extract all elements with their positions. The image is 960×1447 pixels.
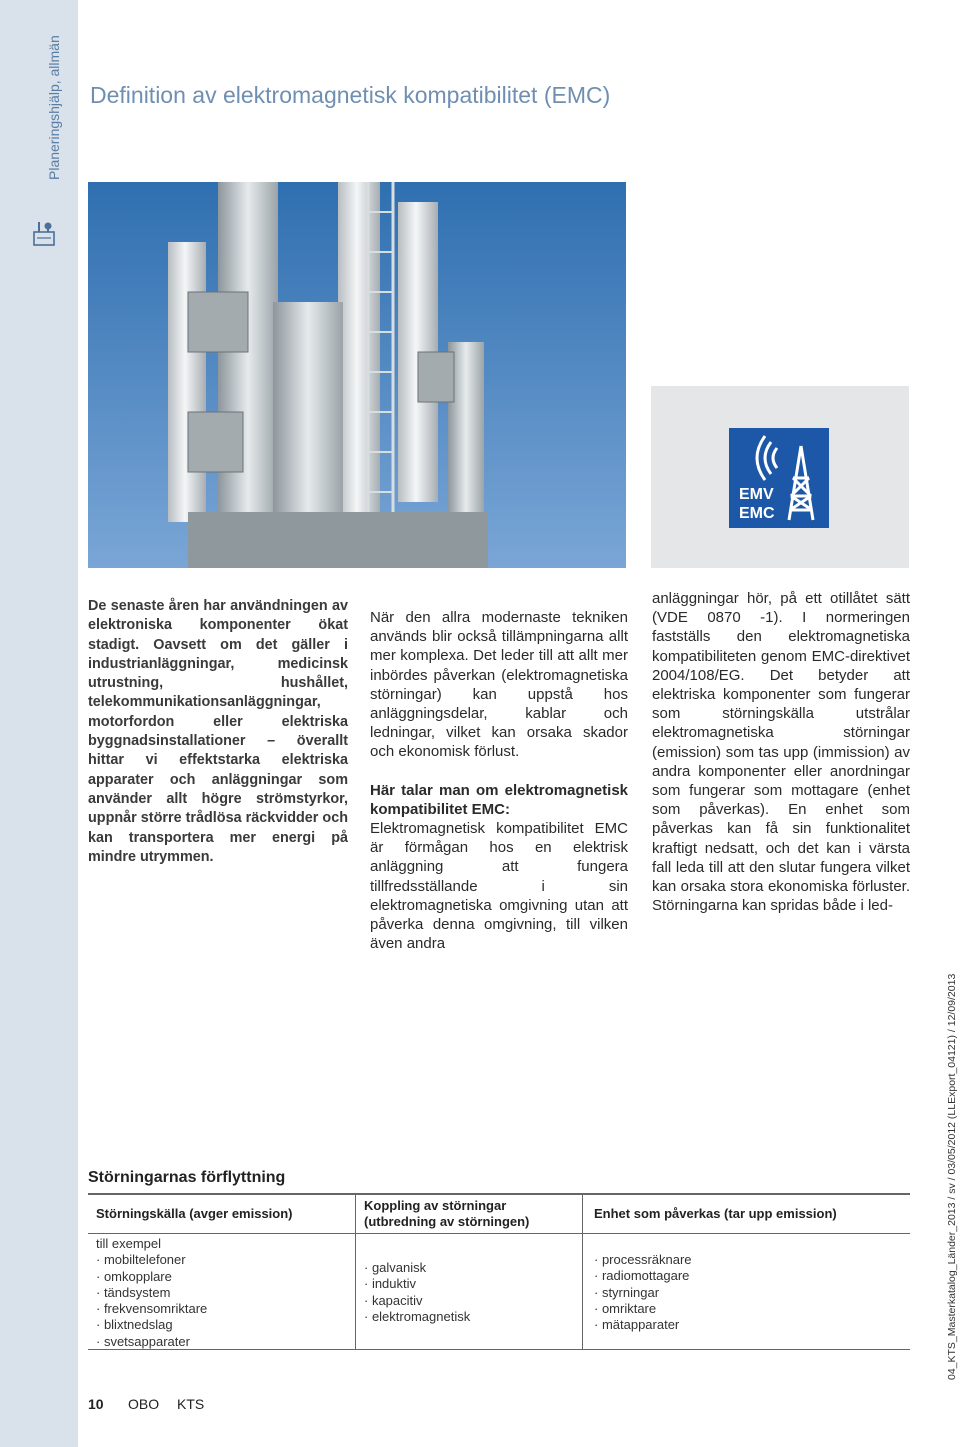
list-item: · radiomottagare <box>594 1268 690 1284</box>
emc-logo-line1: EMV <box>739 486 774 503</box>
toolbox-icon <box>33 220 55 246</box>
list-item: · processräknare <box>594 1252 692 1267</box>
table-header-rule <box>88 1233 910 1234</box>
list-item: · styrningar <box>594 1284 660 1300</box>
middle-paragraph-2: Elektromagnetisk kompatibilitet EMC är förmågan hos en elektrisk anläggning att fungera tillfredsställande i sin elektromagnetiska omgivning utan att påverka denna omgivning, till vilken även andra <box>370 820 628 953</box>
middle-column <box>370 608 628 953</box>
table-header-affected: Enhet som påverkas (tar upp emission) <box>594 1206 837 1221</box>
table-divider-1 <box>355 1193 356 1350</box>
sidebar <box>0 0 78 1447</box>
list-item: till exempel <box>96 1236 162 1251</box>
list-item: · omkopplare <box>96 1268 172 1284</box>
table-top-rule <box>88 1193 910 1195</box>
right-paragraph: anläggningar hör, på ett otillåtet sätt (VDE 0870 -1). I normeringen fastställs den elektromagnetiska kompatibiliteten genom EMC-direktivet 2004/108/EG. Det betyder att elektriska komponenter som fungerar som störningskälla utstrålar elektromagnetiska störningar (emission) som tas upp (immission) av andra komponenter eller anordningar som fungerar som mottagare (enhet som påverkas). En enhet som påverkas kan få sin funktionalitet kraftigt nedsatt, och det kan i värsta fall leda till att den slutar fungera vilket kan orsaka stora ekonomiska förluster. Störningarna kan spridas både i led- <box>652 590 910 915</box>
list-item: · mätapparater <box>594 1317 680 1333</box>
emc-logo-line2: EMC <box>739 505 775 522</box>
page-number: 10 <box>88 1396 104 1412</box>
list-item: · blixtnedslag <box>96 1317 173 1333</box>
list-item: · omriktare <box>594 1300 657 1316</box>
list-item: · mobiltelefoner <box>96 1252 186 1268</box>
emc-logo <box>729 428 829 528</box>
table-bottom-rule <box>88 1349 910 1350</box>
document-path-note: 04_KTS_Masterkatalog_Länder_2013 / sv / 03/05/2012 (LLExport_04121) / 12/09/2013 <box>946 973 958 1380</box>
sidebar-label: Planeringshjälp, allmän <box>46 35 62 180</box>
table-col-affected <box>594 1252 692 1333</box>
list-item: · kapacitiv <box>364 1292 423 1308</box>
list-item: · induktiv <box>364 1276 417 1292</box>
table-header-coupling: Koppling av störningar (utbredning av störningen) <box>364 1198 530 1229</box>
table-header-source: Störningskälla (avger emission) <box>96 1206 293 1221</box>
emc-subheading: Här talar man om elektromagnetisk kompatibilitet EMC: <box>370 781 628 818</box>
footer-section: KTS <box>177 1396 205 1412</box>
list-item: · frekvensomriktare <box>96 1301 208 1317</box>
page-title: Definition av elektromagnetisk kompatibilitet (EMC) <box>90 82 611 108</box>
antenna-mast-photo <box>88 182 626 568</box>
table-col-coupling <box>364 1260 470 1325</box>
list-item: · elektromagnetisk <box>364 1308 471 1324</box>
table-title: Störningarnas förflyttning <box>88 1169 286 1186</box>
table-divider-2 <box>582 1193 583 1350</box>
table-col-source <box>96 1236 207 1350</box>
middle-paragraph-1: När den allra modernaste tekniken används blir också tillämpningarna allt mer komplexa. Det leder till att allt mer inbördes påverkan (elektromagnetiska störningar) kan uppstå hos anläggningsdelar, kablar och ledningar, vilket kan orsaka skador och ekonomisk förlust. <box>370 609 628 761</box>
list-item: · galvanisk <box>364 1260 427 1275</box>
right-column <box>652 589 910 915</box>
footer-brand: OBO <box>128 1396 160 1412</box>
list-item: · svetsapparater <box>96 1333 190 1349</box>
intro-paragraph: De senaste åren har användningen av elektroniska komponenter ökat stadigt. Oavsett om det gäller i industrianläggningar, medicinsk utrustning, hushållet, telekommunikationsanläggningar, motorfordon eller elektriska byggnadsinstallationer – överallt hittar vi effektstarka elektriska apparater och anläggningar som använder allt högre strömstyrkor, uppnår större trådlösa räckvidder och kan transportera mer energi på mindre utrymmen. <box>88 598 348 865</box>
list-item: · tändsystem <box>96 1284 171 1300</box>
intro-column <box>88 597 348 867</box>
emc-logo-panel <box>651 386 909 568</box>
